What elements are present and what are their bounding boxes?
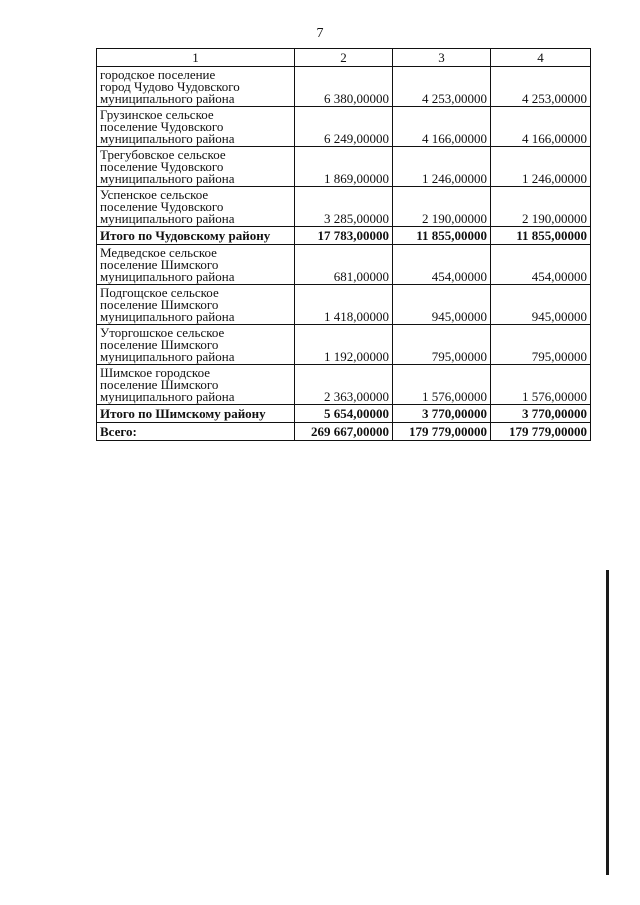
row-name-line: Итого по Шимскому району	[100, 406, 266, 421]
row-name-cell	[97, 365, 295, 405]
row-name-line: городское поселение	[100, 67, 216, 82]
value-cell-col-2: 1 869,00000	[295, 147, 393, 187]
value-cell-col-3: 945,00000	[393, 285, 491, 325]
value-cell-col-4: 3 770,00000	[491, 405, 591, 423]
total-row	[97, 227, 591, 245]
value-cell-col-3: 1 576,00000	[393, 365, 491, 405]
value-cell-col-2: 2 363,00000	[295, 365, 393, 405]
row-name-cell	[97, 285, 295, 325]
row-name-line: муниципального района	[100, 171, 235, 186]
row-name-line: муниципального района	[100, 131, 235, 146]
value-cell-col-4: 179 779,00000	[491, 423, 591, 441]
row-name-line: муниципального района	[100, 309, 235, 324]
table-body	[97, 67, 591, 441]
header-col-1: 1	[97, 49, 295, 67]
table-header	[97, 49, 591, 67]
header-col-3: 3	[393, 49, 491, 67]
table-row	[97, 67, 591, 107]
total-row	[97, 423, 591, 441]
row-name-line: поселение Шимского	[100, 377, 219, 392]
value-cell-col-4: 1 576,00000	[491, 365, 591, 405]
header-row	[97, 49, 591, 67]
row-name-cell	[97, 147, 295, 187]
value-cell-col-2: 1 192,00000	[295, 325, 393, 365]
table-row	[97, 245, 591, 285]
row-name-line: муниципального района	[100, 269, 235, 284]
value-cell-col-4: 2 190,00000	[491, 187, 591, 227]
value-cell-col-2: 5 654,00000	[295, 405, 393, 423]
header-col-4: 4	[491, 49, 591, 67]
table-row	[97, 365, 591, 405]
value-cell-col-2: 6 249,00000	[295, 107, 393, 147]
table-row	[97, 147, 591, 187]
row-name-cell	[97, 245, 295, 285]
value-cell-col-3: 1 246,00000	[393, 147, 491, 187]
table-row	[97, 285, 591, 325]
page-number: 7	[316, 26, 324, 41]
row-name-line: муниципального района	[100, 349, 235, 364]
table-row	[97, 107, 591, 147]
value-cell-col-3: 454,00000	[393, 245, 491, 285]
row-name-line: муниципального района	[100, 91, 235, 106]
row-name-line: муниципального района	[100, 211, 235, 226]
value-cell-col-2: 6 380,00000	[295, 67, 393, 107]
row-name-line: город Чудово Чудовского	[100, 79, 240, 94]
table-row	[97, 187, 591, 227]
value-cell-col-3: 4 253,00000	[393, 67, 491, 107]
value-cell-col-3: 3 770,00000	[393, 405, 491, 423]
value-cell-col-2: 269 667,00000	[295, 423, 393, 441]
value-cell-col-4: 1 246,00000	[491, 147, 591, 187]
row-name-line: Итого по Чудовскому району	[100, 228, 271, 243]
row-name-line: Шимское городское	[100, 365, 211, 380]
value-cell-col-3: 2 190,00000	[393, 187, 491, 227]
row-name-line: Трегубовское сельское	[100, 147, 226, 162]
row-name-line: поселение Шимского	[100, 257, 219, 272]
row-name-line: Уторгошское сельское	[100, 325, 225, 340]
row-name-line: Всего:	[100, 424, 137, 439]
row-name-cell	[97, 227, 295, 245]
value-cell-col-2: 1 418,00000	[295, 285, 393, 325]
value-cell-col-3: 179 779,00000	[393, 423, 491, 441]
row-name-line: муниципального района	[100, 389, 235, 404]
row-name-line: Подгощское сельское	[100, 285, 219, 300]
value-cell-col-3: 4 166,00000	[393, 107, 491, 147]
row-name-cell	[97, 187, 295, 227]
scan-edge-mark	[606, 570, 609, 875]
value-cell-col-3: 11 855,00000	[393, 227, 491, 245]
row-name-line: поселение Шимского	[100, 297, 219, 312]
budget-table	[96, 48, 591, 441]
row-name-cell	[97, 405, 295, 423]
value-cell-col-3: 795,00000	[393, 325, 491, 365]
value-cell-col-4: 454,00000	[491, 245, 591, 285]
row-name-line: Медведское сельское	[100, 245, 217, 260]
value-cell-col-2: 17 783,00000	[295, 227, 393, 245]
value-cell-col-4: 945,00000	[491, 285, 591, 325]
value-cell-col-4: 11 855,00000	[491, 227, 591, 245]
row-name-line: поселение Чудовского	[100, 159, 224, 174]
value-cell-col-4: 4 166,00000	[491, 107, 591, 147]
table-row	[97, 325, 591, 365]
header-col-2: 2	[295, 49, 393, 67]
row-name-cell	[97, 107, 295, 147]
row-name-line: поселение Шимского	[100, 337, 219, 352]
total-row	[97, 405, 591, 423]
value-cell-col-2: 681,00000	[295, 245, 393, 285]
row-name-cell	[97, 325, 295, 365]
value-cell-col-4: 4 253,00000	[491, 67, 591, 107]
row-name-cell	[97, 67, 295, 107]
row-name-line: поселение Чудовского	[100, 199, 224, 214]
row-name-cell	[97, 423, 295, 441]
row-name-line: Успенское сельское	[100, 187, 209, 202]
row-name-line: поселение Чудовского	[100, 119, 224, 134]
row-name-line: Грузинское сельское	[100, 107, 214, 122]
value-cell-col-4: 795,00000	[491, 325, 591, 365]
value-cell-col-2: 3 285,00000	[295, 187, 393, 227]
